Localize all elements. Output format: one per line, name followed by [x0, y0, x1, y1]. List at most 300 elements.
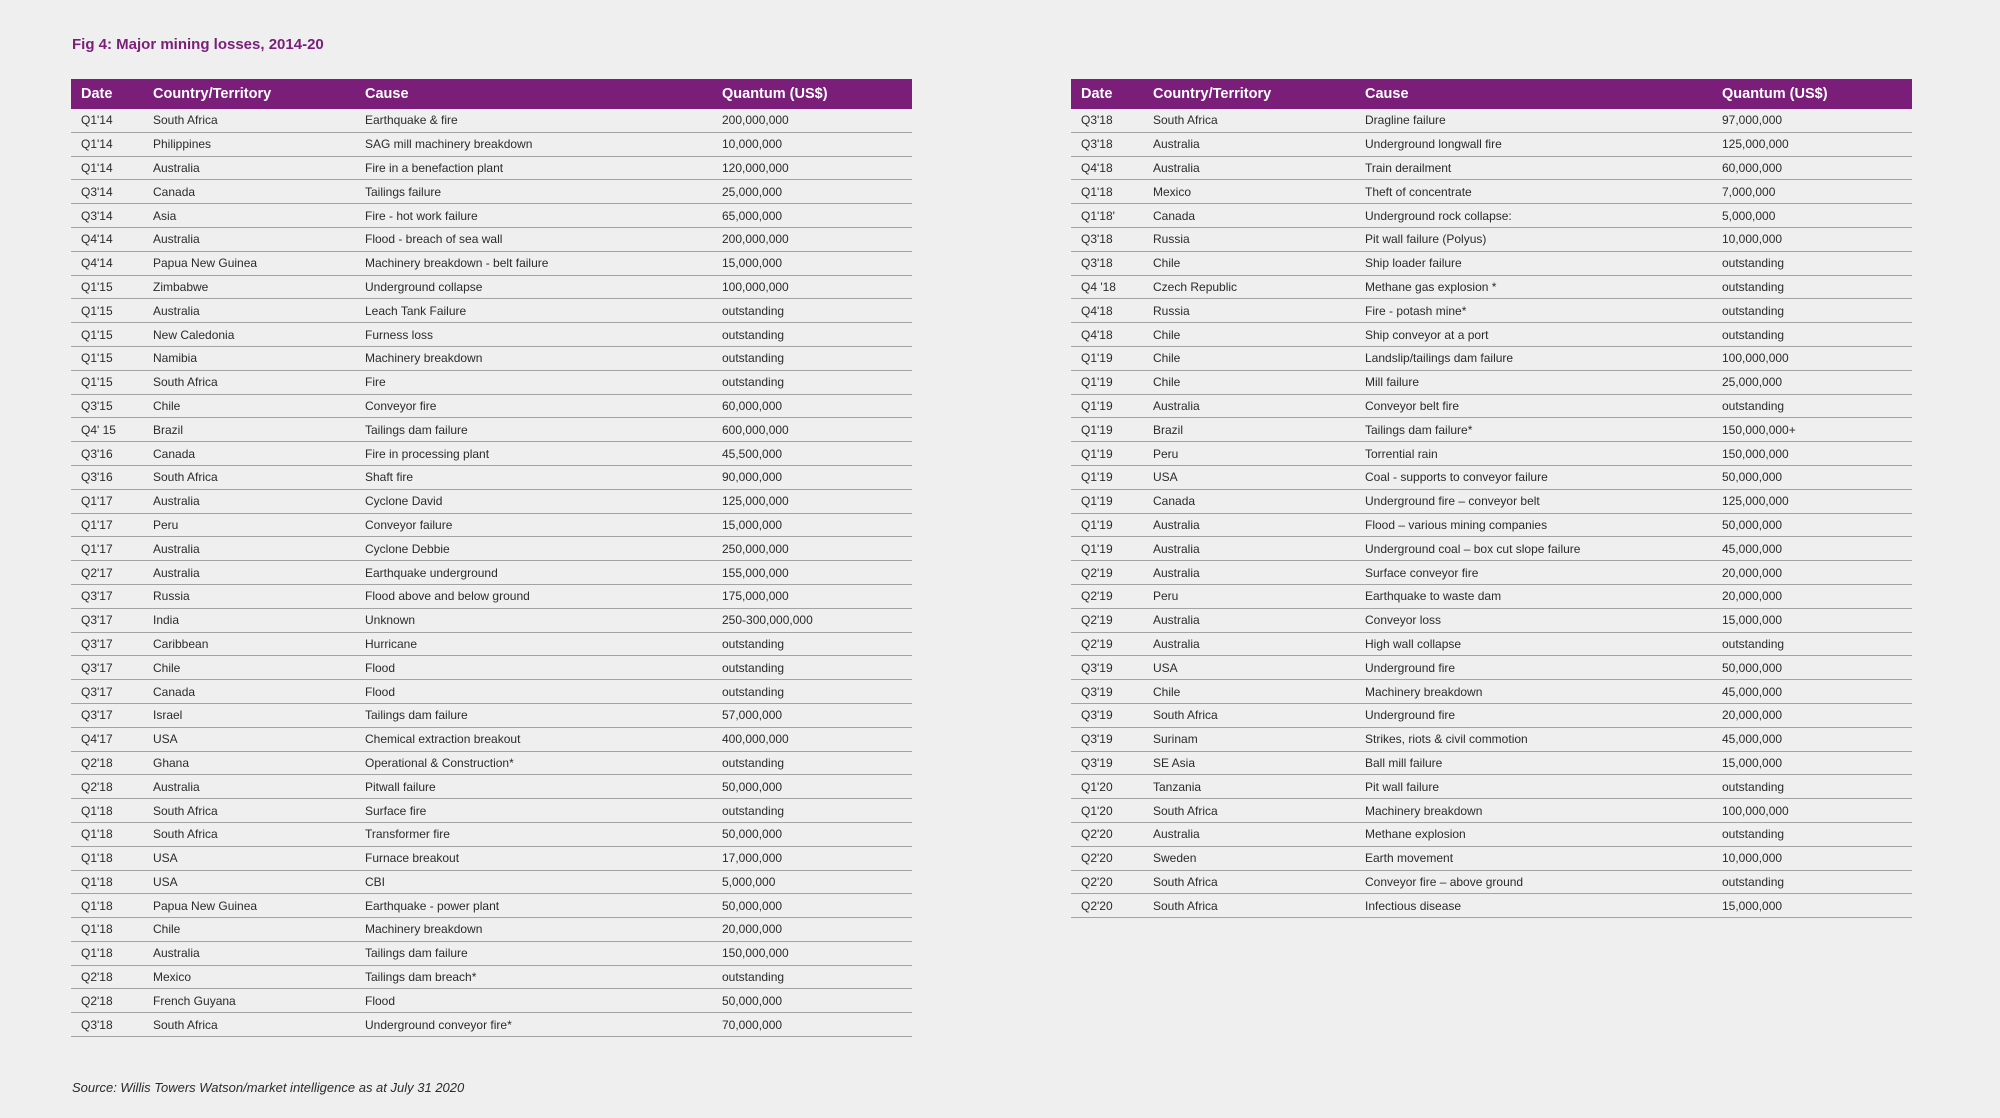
cell-cause: Fire - potash mine* [1355, 299, 1712, 323]
cell-country: Philippines [143, 132, 355, 156]
cell-country: Australia [1143, 561, 1355, 585]
cell-quantum: outstanding [1712, 632, 1912, 656]
cell-quantum: outstanding [712, 965, 912, 989]
cell-quantum: 150,000,000+ [1712, 418, 1912, 442]
table-row [71, 346, 912, 370]
cell-country: Chile [1143, 680, 1355, 704]
header-cause: Cause [1355, 79, 1712, 109]
header-cause: Cause [355, 79, 712, 109]
cell-country: French Guyana [143, 989, 355, 1013]
cell-date: Q4'14 [71, 251, 143, 275]
cell-date: Q2'20 [1071, 894, 1143, 918]
cell-date: Q3'17 [71, 584, 143, 608]
cell-cause: Pitwall failure [355, 775, 712, 799]
cell-quantum: 45,000,000 [1712, 680, 1912, 704]
table-row [71, 323, 912, 347]
cell-quantum: 50,000,000 [712, 822, 912, 846]
cell-date: Q2'19 [1071, 561, 1143, 585]
cell-date: Q1'18' [1071, 204, 1143, 228]
cell-date: Q3'17 [71, 632, 143, 656]
cell-cause: Conveyor belt fire [1355, 394, 1712, 418]
cell-country: Chile [1143, 251, 1355, 275]
cell-country: Australia [143, 489, 355, 513]
cell-cause: Tailings failure [355, 180, 712, 204]
table-row [71, 608, 912, 632]
cell-cause: Fire [355, 370, 712, 394]
cell-cause: Flood above and below ground [355, 584, 712, 608]
table-row [1071, 751, 1912, 775]
cell-date: Q1'17 [71, 489, 143, 513]
cell-quantum: 250-300,000,000 [712, 608, 912, 632]
cell-quantum: outstanding [1712, 394, 1912, 418]
cell-date: Q3'17 [71, 680, 143, 704]
cell-date: Q2'18 [71, 965, 143, 989]
cell-date: Q1'14 [71, 109, 143, 132]
cell-quantum: 5,000,000 [712, 870, 912, 894]
losses-table-left [71, 79, 912, 1037]
cell-date: Q1'18 [71, 822, 143, 846]
table-row [71, 799, 912, 823]
cell-date: Q1'17 [71, 537, 143, 561]
table-row [1071, 346, 1912, 370]
cell-quantum: outstanding [712, 370, 912, 394]
cell-quantum: 150,000,000 [712, 941, 912, 965]
cell-cause: Furness loss [355, 323, 712, 347]
cell-country: Czech Republic [1143, 275, 1355, 299]
cell-country: Papua New Guinea [143, 251, 355, 275]
cell-country: Australia [143, 941, 355, 965]
cell-quantum: outstanding [712, 799, 912, 823]
cell-quantum: outstanding [1712, 275, 1912, 299]
cell-quantum: 65,000,000 [712, 204, 912, 228]
cell-country: South Africa [143, 799, 355, 823]
cell-quantum: 125,000,000 [1712, 132, 1912, 156]
cell-country: Australia [1143, 608, 1355, 632]
cell-quantum: outstanding [1712, 299, 1912, 323]
cell-quantum: 7,000,000 [1712, 180, 1912, 204]
cell-country: South Africa [143, 465, 355, 489]
table-row [71, 180, 912, 204]
cell-date: Q1'15 [71, 299, 143, 323]
cell-date: Q2'20 [1071, 822, 1143, 846]
cell-quantum: 10,000,000 [712, 132, 912, 156]
cell-date: Q4'17 [71, 727, 143, 751]
table-row [1071, 703, 1912, 727]
cell-cause: CBI [355, 870, 712, 894]
table-row [71, 537, 912, 561]
cell-country: Surinam [1143, 727, 1355, 751]
table-row [1071, 822, 1912, 846]
cell-quantum: outstanding [1712, 775, 1912, 799]
cell-country: Australia [1143, 632, 1355, 656]
table-row [1071, 370, 1912, 394]
cell-country: Chile [1143, 370, 1355, 394]
cell-country: Australia [1143, 537, 1355, 561]
cell-cause: Chemical extraction breakout [355, 727, 712, 751]
cell-quantum: 50,000,000 [1712, 656, 1912, 680]
cell-country: Canada [1143, 204, 1355, 228]
cell-cause: High wall collapse [1355, 632, 1712, 656]
table-row [1071, 227, 1912, 251]
cell-country: Russia [1143, 227, 1355, 251]
cell-country: Russia [1143, 299, 1355, 323]
cell-cause: Methane explosion [1355, 822, 1712, 846]
cell-country: Papua New Guinea [143, 894, 355, 918]
cell-cause: Hurricane [355, 632, 712, 656]
cell-quantum: 25,000,000 [712, 180, 912, 204]
cell-quantum: 125,000,000 [712, 489, 912, 513]
cell-date: Q4' 15 [71, 418, 143, 442]
header-country: Country/Territory [1143, 79, 1355, 109]
table-row [1071, 442, 1912, 466]
table-row [71, 751, 912, 775]
cell-date: Q3'17 [71, 656, 143, 680]
cell-country: Australia [1143, 394, 1355, 418]
cell-country: Canada [143, 180, 355, 204]
table-row [71, 870, 912, 894]
cell-cause: Fire in processing plant [355, 442, 712, 466]
cell-cause: Flood - breach of sea wall [355, 227, 712, 251]
cell-country: USA [143, 870, 355, 894]
cell-quantum: 5,000,000 [1712, 204, 1912, 228]
cell-country: Chile [143, 918, 355, 942]
cell-country: Israel [143, 703, 355, 727]
cell-country: Peru [143, 513, 355, 537]
cell-cause: Ship loader failure [1355, 251, 1712, 275]
table-row [1071, 846, 1912, 870]
cell-quantum: outstanding [1712, 251, 1912, 275]
cell-date: Q1'14 [71, 156, 143, 180]
table-header-row [71, 79, 912, 109]
cell-date: Q1'18 [1071, 180, 1143, 204]
cell-date: Q1'18 [71, 918, 143, 942]
cell-cause: Underground collapse [355, 275, 712, 299]
cell-country: Mexico [1143, 180, 1355, 204]
table-row [1071, 109, 1912, 132]
cell-country: Australia [143, 537, 355, 561]
table-row [71, 204, 912, 228]
cell-cause: Machinery breakdown [355, 918, 712, 942]
cell-country: Peru [1143, 442, 1355, 466]
cell-cause: Machinery breakdown [1355, 799, 1712, 823]
table-row [71, 894, 912, 918]
cell-quantum: outstanding [712, 299, 912, 323]
cell-quantum: 15,000,000 [1712, 894, 1912, 918]
cell-cause: Leach Tank Failure [355, 299, 712, 323]
cell-date: Q1'19 [1071, 489, 1143, 513]
table-row [1071, 180, 1912, 204]
cell-date: Q3'17 [71, 703, 143, 727]
cell-date: Q1'19 [1071, 418, 1143, 442]
table-row [1071, 894, 1912, 918]
cell-date: Q1'19 [1071, 537, 1143, 561]
table-row [1071, 394, 1912, 418]
cell-date: Q1'15 [71, 275, 143, 299]
cell-date: Q3'17 [71, 608, 143, 632]
cell-country: Australia [143, 156, 355, 180]
cell-quantum: 100,000,000 [712, 275, 912, 299]
cell-country: South Africa [1143, 870, 1355, 894]
cell-date: Q3'19 [1071, 703, 1143, 727]
losses-table-right [1071, 79, 1912, 918]
table-header-row [1071, 79, 1912, 109]
table-row [71, 965, 912, 989]
cell-date: Q3'16 [71, 442, 143, 466]
cell-country: Australia [143, 561, 355, 585]
header-quantum: Quantum (US$) [1712, 79, 1912, 109]
cell-date: Q4'18 [1071, 299, 1143, 323]
cell-quantum: 120,000,000 [712, 156, 912, 180]
cell-country: Australia [143, 299, 355, 323]
cell-quantum: outstanding [712, 323, 912, 347]
cell-date: Q1'20 [1071, 799, 1143, 823]
cell-date: Q2'18 [71, 775, 143, 799]
cell-quantum: 97,000,000 [1712, 109, 1912, 132]
cell-cause: Shaft fire [355, 465, 712, 489]
cell-quantum: 100,000,000 [1712, 346, 1912, 370]
table-row [71, 822, 912, 846]
cell-date: Q1'15 [71, 346, 143, 370]
cell-country: Chile [1143, 346, 1355, 370]
cell-cause: Tailings dam failure [355, 418, 712, 442]
cell-quantum: 60,000,000 [712, 394, 912, 418]
cell-country: India [143, 608, 355, 632]
cell-cause: Earth movement [1355, 846, 1712, 870]
cell-cause: Flood [355, 656, 712, 680]
cell-cause: Underground fire [1355, 703, 1712, 727]
cell-country: SE Asia [1143, 751, 1355, 775]
table-row [1071, 561, 1912, 585]
header-country: Country/Territory [143, 79, 355, 109]
cell-quantum: outstanding [712, 680, 912, 704]
table-row [1071, 608, 1912, 632]
cell-cause: Flood [355, 680, 712, 704]
cell-country: South Africa [143, 822, 355, 846]
table-row [1071, 275, 1912, 299]
table-body-right [1071, 109, 1912, 918]
cell-date: Q3'14 [71, 204, 143, 228]
table-row [71, 680, 912, 704]
cell-cause: Ball mill failure [1355, 751, 1712, 775]
cell-country: Australia [143, 775, 355, 799]
cell-country: USA [143, 846, 355, 870]
table-row [71, 227, 912, 251]
cell-date: Q3'19 [1071, 656, 1143, 680]
cell-cause: Theft of concentrate [1355, 180, 1712, 204]
table-row [1071, 537, 1912, 561]
cell-quantum: 20,000,000 [1712, 584, 1912, 608]
cell-date: Q3'16 [71, 465, 143, 489]
cell-cause: Flood – various mining companies [1355, 513, 1712, 537]
header-quantum: Quantum (US$) [712, 79, 912, 109]
cell-cause: Underground rock collapse: [1355, 204, 1712, 228]
cell-cause: Earthquake - power plant [355, 894, 712, 918]
cell-date: Q2'19 [1071, 584, 1143, 608]
table-row [1071, 727, 1912, 751]
cell-cause: Torrential rain [1355, 442, 1712, 466]
table-row [71, 727, 912, 751]
table-row [71, 918, 912, 942]
cell-date: Q1'18 [71, 870, 143, 894]
cell-cause: Fire - hot work failure [355, 204, 712, 228]
cell-country: South Africa [1143, 894, 1355, 918]
cell-cause: Pit wall failure [1355, 775, 1712, 799]
table-row [71, 465, 912, 489]
table-row [71, 632, 912, 656]
table-row [1071, 680, 1912, 704]
table-row [1071, 584, 1912, 608]
cell-quantum: outstanding [1712, 870, 1912, 894]
cell-quantum: 10,000,000 [1712, 227, 1912, 251]
table-row [71, 513, 912, 537]
table-row [71, 442, 912, 466]
cell-quantum: 57,000,000 [712, 703, 912, 727]
cell-date: Q1'15 [71, 370, 143, 394]
cell-country: Chile [143, 656, 355, 680]
cell-cause: Conveyor failure [355, 513, 712, 537]
cell-quantum: 60,000,000 [1712, 156, 1912, 180]
table-row [71, 656, 912, 680]
cell-country: Chile [143, 394, 355, 418]
figure-title: Fig 4: Major mining losses, 2014-20 [72, 36, 324, 53]
cell-country: Australia [1143, 513, 1355, 537]
table-row [71, 775, 912, 799]
cell-date: Q1'19 [1071, 442, 1143, 466]
cell-country: Namibia [143, 346, 355, 370]
cell-quantum: 15,000,000 [1712, 608, 1912, 632]
cell-date: Q2'18 [71, 751, 143, 775]
table-row [71, 703, 912, 727]
cell-cause: Ship conveyor at a port [1355, 323, 1712, 347]
cell-date: Q2'20 [1071, 870, 1143, 894]
cell-date: Q1'18 [71, 894, 143, 918]
table-row [71, 584, 912, 608]
cell-cause: Machinery breakdown - belt failure [355, 251, 712, 275]
cell-cause: Unknown [355, 608, 712, 632]
cell-quantum: 50,000,000 [1712, 465, 1912, 489]
cell-country: South Africa [1143, 703, 1355, 727]
cell-quantum: 45,000,000 [1712, 537, 1912, 561]
table-row [71, 561, 912, 585]
cell-country: USA [1143, 465, 1355, 489]
cell-cause: Tailings dam failure [355, 703, 712, 727]
cell-cause: Transformer fire [355, 822, 712, 846]
cell-date: Q2'19 [1071, 632, 1143, 656]
cell-quantum: 15,000,000 [1712, 751, 1912, 775]
cell-quantum: 175,000,000 [712, 584, 912, 608]
cell-cause: SAG mill machinery breakdown [355, 132, 712, 156]
cell-cause: Cyclone Debbie [355, 537, 712, 561]
cell-date: Q2'17 [71, 561, 143, 585]
cell-cause: Methane gas explosion * [1355, 275, 1712, 299]
cell-country: USA [1143, 656, 1355, 680]
cell-quantum: outstanding [1712, 323, 1912, 347]
cell-cause: Conveyor fire [355, 394, 712, 418]
cell-country: South Africa [1143, 799, 1355, 823]
cell-date: Q2'19 [1071, 608, 1143, 632]
source-note: Source: Willis Towers Watson/market intelligence as at July 31 2020 [72, 1080, 465, 1095]
cell-date: Q3'18 [1071, 227, 1143, 251]
header-date: Date [71, 79, 143, 109]
cell-quantum: 200,000,000 [712, 227, 912, 251]
cell-quantum: 200,000,000 [712, 109, 912, 132]
table-row [71, 418, 912, 442]
cell-country: Brazil [143, 418, 355, 442]
cell-quantum: 100,000,000 [1712, 799, 1912, 823]
cell-quantum: 20,000,000 [1712, 561, 1912, 585]
cell-country: Australia [1143, 156, 1355, 180]
cell-date: Q2'18 [71, 989, 143, 1013]
cell-country: Australia [1143, 132, 1355, 156]
table-row [1071, 323, 1912, 347]
table-row [1071, 251, 1912, 275]
cell-cause: Surface conveyor fire [1355, 561, 1712, 585]
cell-date: Q3'14 [71, 180, 143, 204]
table-row [71, 489, 912, 513]
table-row [71, 370, 912, 394]
table-row [1071, 132, 1912, 156]
table-row [1071, 775, 1912, 799]
cell-country: South Africa [143, 370, 355, 394]
cell-cause: Underground fire – conveyor belt [1355, 489, 1712, 513]
cell-cause: Conveyor loss [1355, 608, 1712, 632]
cell-country: Canada [143, 680, 355, 704]
cell-cause: Landslip/tailings dam failure [1355, 346, 1712, 370]
cell-quantum: 45,500,000 [712, 442, 912, 466]
table-row [1071, 465, 1912, 489]
table-row [71, 1013, 912, 1037]
cell-cause: Earthquake & fire [355, 109, 712, 132]
cell-country: Sweden [1143, 846, 1355, 870]
table-row [1071, 870, 1912, 894]
table-row [71, 989, 912, 1013]
header-date: Date [1071, 79, 1143, 109]
cell-country: Caribbean [143, 632, 355, 656]
cell-date: Q3'15 [71, 394, 143, 418]
cell-quantum: 45,000,000 [1712, 727, 1912, 751]
cell-cause: Tailings dam failure* [1355, 418, 1712, 442]
table-row [71, 941, 912, 965]
cell-country: Brazil [1143, 418, 1355, 442]
cell-quantum: 50,000,000 [712, 775, 912, 799]
cell-date: Q3'19 [1071, 680, 1143, 704]
cell-country: Australia [1143, 822, 1355, 846]
cell-cause: Coal - supports to conveyor failure [1355, 465, 1712, 489]
table-row [1071, 513, 1912, 537]
cell-quantum: 20,000,000 [712, 918, 912, 942]
cell-country: Australia [143, 227, 355, 251]
cell-cause: Cyclone David [355, 489, 712, 513]
cell-date: Q3'18 [1071, 251, 1143, 275]
cell-quantum: 90,000,000 [712, 465, 912, 489]
cell-date: Q3'18 [1071, 132, 1143, 156]
cell-quantum: outstanding [712, 751, 912, 775]
cell-date: Q1'18 [71, 846, 143, 870]
cell-quantum: 15,000,000 [712, 251, 912, 275]
table-row [1071, 299, 1912, 323]
cell-cause: Underground longwall fire [1355, 132, 1712, 156]
cell-country: Asia [143, 204, 355, 228]
cell-date: Q1'14 [71, 132, 143, 156]
cell-cause: Infectious disease [1355, 894, 1712, 918]
cell-date: Q1'15 [71, 323, 143, 347]
cell-country: Canada [143, 442, 355, 466]
cell-country: Chile [1143, 323, 1355, 347]
cell-quantum: 50,000,000 [712, 989, 912, 1013]
cell-country: Ghana [143, 751, 355, 775]
cell-quantum: 17,000,000 [712, 846, 912, 870]
table-row [1071, 418, 1912, 442]
